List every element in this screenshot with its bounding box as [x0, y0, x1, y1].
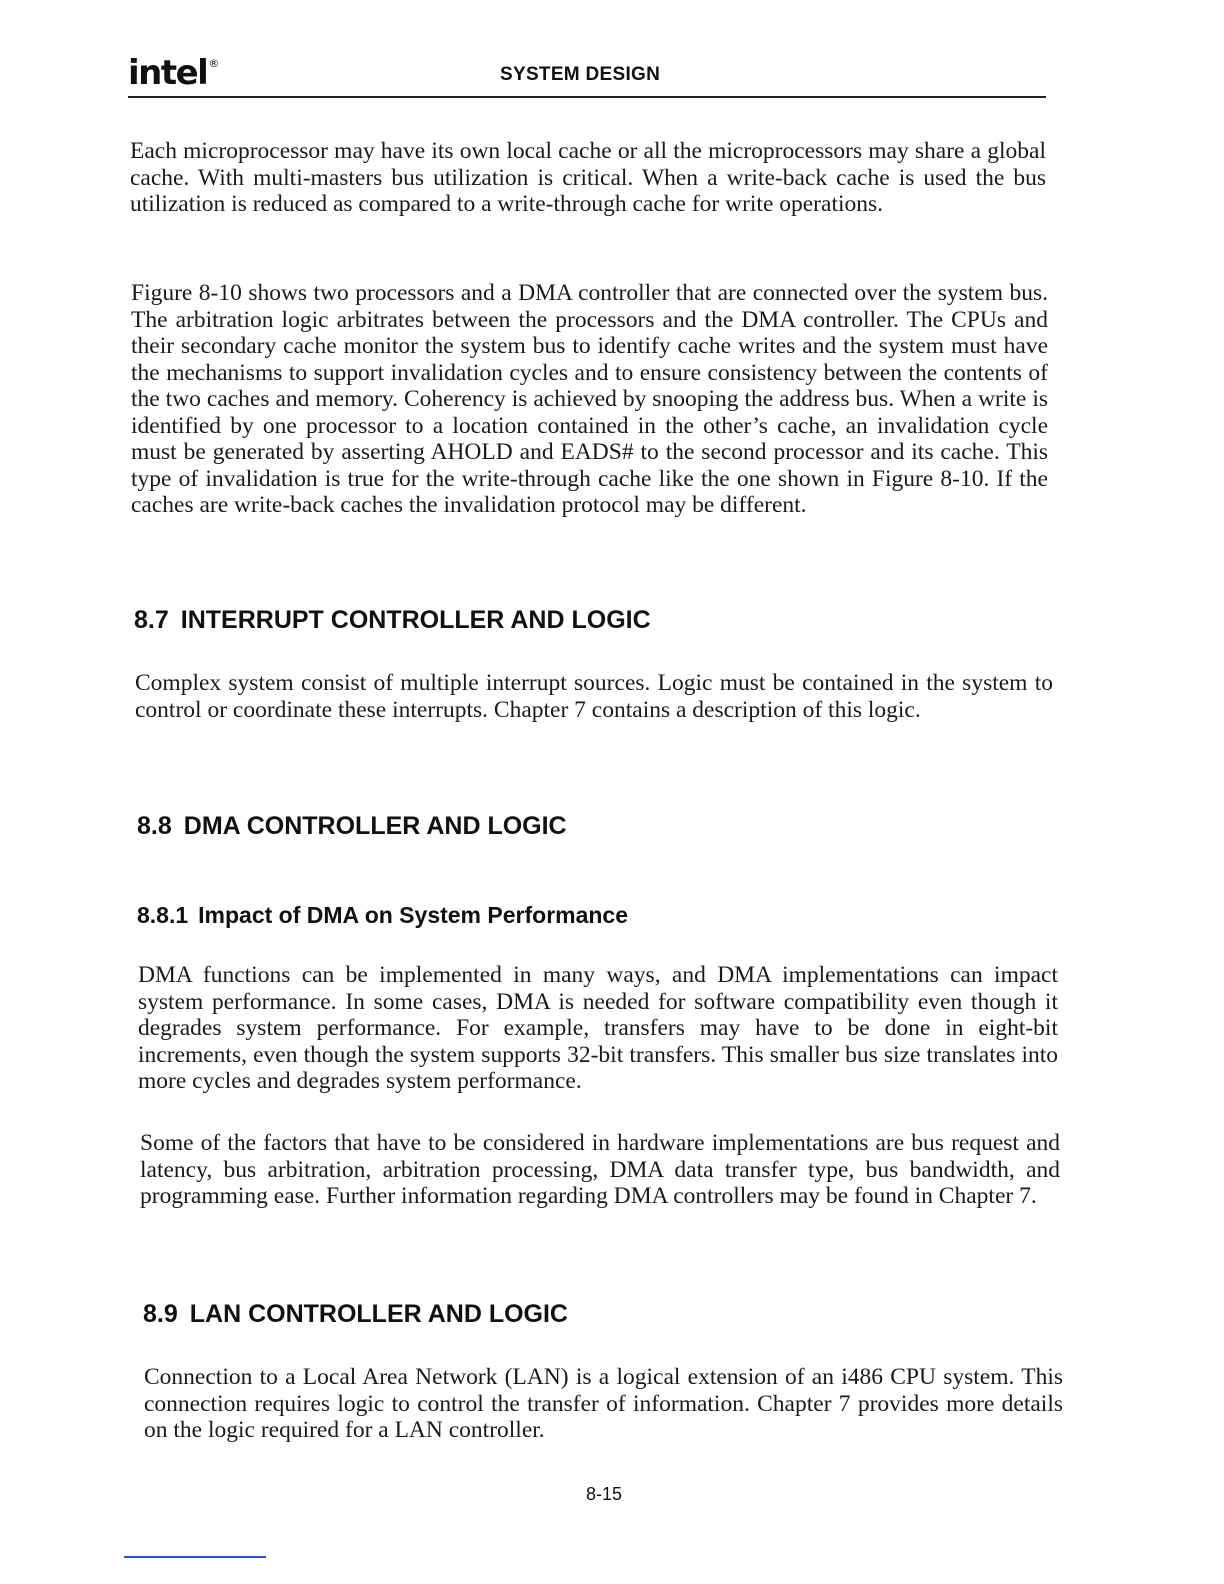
section-heading-8-8-1: [137, 902, 628, 929]
logo-text: intel: [128, 53, 208, 93]
section-number: 8.9: [143, 1300, 178, 1328]
paragraph-figure-8-10: Figure 8-10 shows two processors and a DMA controller that are connected over the system bus. The arbitration logic arbitrates between the processors and the DMA controller. The CPUs and their secondary cache monitor the system bus to identify cache writes and the system must have the mechanisms to support invalidation cycles and to ensure consistency between the contents of the two caches and memory. Coherency is achieved by snooping the address bus. When a write is identified by one processor to a location contained in the other’s cache, an invalidation cycle must be generated by asserting AHOLD and EADS# to the second processor and its cache. This type of invalidation is true for the write-through cache like the one shown in Figure 8-10. If the caches are write-back caches the invalidation protocol may be different.: [131, 280, 1048, 518]
paragraph-interrupt: Complex system consist of multiple interrupt sources. Logic must be contained in the system to control or coordinate these interrupts. Chapter 7 contains a description of this logic.: [135, 670, 1053, 723]
header-rule: [128, 96, 1046, 98]
registered-mark: ®: [208, 57, 218, 70]
section-title: Impact of DMA on System Performance: [198, 902, 629, 928]
paragraph-dma-factors: Some of the factors that have to be considered in hardware implementations are bus request and latency, bus arbitration, arbitration processing, DMA data transfer type, bus bandwidth, and programming ease. Further information regarding DMA controllers may be found in Chapter 7.: [140, 1130, 1060, 1209]
paragraph-cache-intro: Each microprocessor may have its own local cache or all the microprocessors may share a global cache. With multi-masters bus utilization is critical. When a write-back cache is used the bus utilization is reduced as compared to a write-through cache for write operations.: [130, 138, 1046, 217]
paragraph-dma-impact: DMA functions can be implemented in many ways, and DMA implementations can impact system performance. In some cases, DMA is needed for software compatibility even though it degrades system performance. For example, transfers may have to be done in eight-bit increments, even though the system supports 32-bit transfers. This smaller bus size translates into more cycles and degrades system performance.: [138, 962, 1058, 1094]
section-title: LAN CONTROLLER AND LOGIC: [189, 1300, 568, 1328]
scan-artifact-line: [124, 1556, 266, 1558]
section-number: 8.8.1: [137, 902, 189, 928]
section-title: DMA CONTROLLER AND LOGIC: [183, 812, 567, 840]
page-number: 8-15: [586, 1484, 623, 1504]
intel-logo: [128, 53, 218, 93]
paragraph-lan: Connection to a Local Area Network (LAN) is a logical extension of an i486 CPU system. This connection requires logic to control the transfer of information. Chapter 7 provides more details on the logic required for a LAN controller.: [144, 1364, 1063, 1443]
section-number: 8.7: [134, 606, 169, 634]
running-head: SYSTEM DESIGN: [500, 64, 661, 85]
page-header: [128, 52, 1046, 96]
section-title: INTERRUPT CONTROLLER AND LOGIC: [180, 606, 651, 634]
section-number: 8.8: [137, 812, 172, 840]
section-heading-8-7: [134, 606, 651, 635]
section-heading-8-8: [137, 812, 567, 841]
section-heading-8-9: [143, 1300, 568, 1329]
